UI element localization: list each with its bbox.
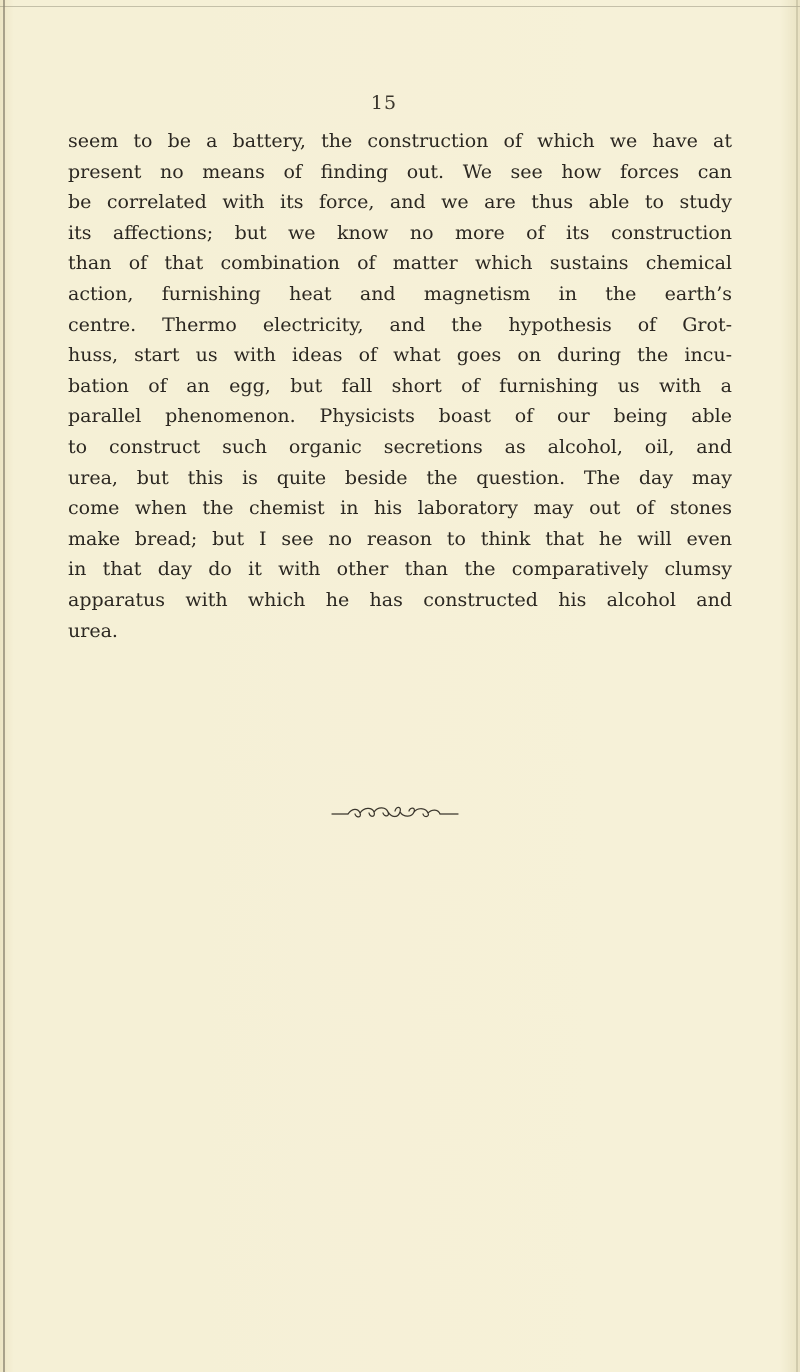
body-paragraph	[68, 126, 732, 646]
text-line: in that day do it with other than the comparatively clumsy	[68, 558, 732, 581]
text-line: to construct such organic secretions as alcohol, oil, and	[68, 435, 732, 458]
text-line: be correlated with its force, and we are thus able to study	[68, 191, 732, 214]
text-line: apparatus with which he has constructed his alcohol and	[68, 588, 732, 611]
text-line: bation of an egg, but fall short of furnishing us with a	[68, 374, 732, 397]
tailpiece-flourish-icon	[330, 803, 460, 823]
text-line: centre. Thermo electricity, and the hypothesis of Grot-	[68, 313, 732, 336]
text-line: huss, start us with ideas of what goes on during the incu-	[68, 344, 732, 367]
text-line: than of that combination of matter which sustains chemical	[68, 252, 732, 275]
text-line: parallel phenomenon. Physicists boast of our being able	[68, 405, 732, 428]
text-line: action, furnishing heat and magnetism in the earth’s	[68, 282, 732, 305]
page-right-edge	[796, 0, 798, 1372]
text-line: urea.	[68, 619, 118, 642]
text-line: urea, but this is quite beside the question. The day may	[68, 466, 732, 489]
page-left-edge	[3, 0, 5, 1372]
text-line: come when the chemist in his laboratory may out of stones	[68, 497, 732, 520]
text-line: seem to be a battery, the construction of which we have at	[68, 130, 732, 152]
text-line: make bread; but I see no reason to think that he will even	[68, 527, 732, 550]
text-line: present no means of finding out. We see how forces can	[68, 160, 732, 183]
text-line: its affections; but we know no more of its construction	[68, 221, 732, 244]
page-number: 15	[370, 92, 398, 114]
page-top-edge	[0, 6, 800, 7]
